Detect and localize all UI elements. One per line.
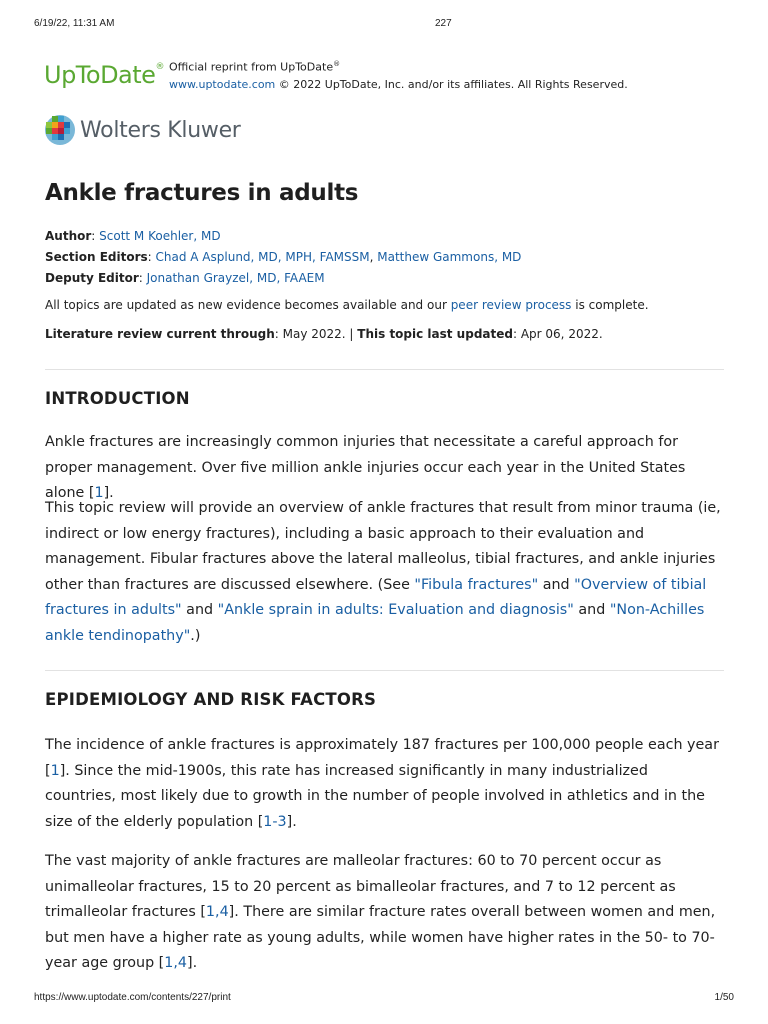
lit-review-date: : May 2022. |	[274, 327, 358, 341]
article-meta	[45, 226, 649, 345]
uptodate-logo	[44, 52, 164, 90]
updates-note	[45, 295, 649, 316]
epidemiology-paragraph-2	[45, 849, 723, 977]
reference-link[interactable]: 1-3	[263, 813, 287, 830]
deputy-editor-row: Deputy Editor: Jonathan Grayzel, MD, FAAEM	[45, 271, 325, 285]
text-run: and	[573, 602, 610, 618]
text-run: The vast majority of ankle fractures are malleolar fractures: 60 to 70 percent occur as unimalleolar fractures, 15 to 20 percent as bimalleolar fractures, and 7 to 12 percent as trimalleolar fractures [	[45, 853, 676, 920]
wolters-kluwer-wordmark: Wolters Kluwer	[80, 117, 241, 143]
text-run: .)	[190, 627, 201, 644]
last-updated-date: : Apr 06, 2022.	[512, 327, 603, 341]
last-updated-label: This topic last updated	[357, 327, 513, 341]
peer-review-link[interactable]: peer review process	[450, 298, 572, 312]
print-url: https://www.uptodate.com/contents/227/print	[34, 992, 231, 1003]
text-run: Ankle fractures are increasingly common injuries that necessitate a careful approach for proper management. Over five million ankle injuries occur each year in the United States alone [	[45, 434, 686, 501]
text-run: ].	[187, 955, 198, 971]
print-footer	[34, 992, 734, 1006]
text-run: The incidence of ankle fractures is approximately 187 fractures per 100,000 people each year [	[45, 737, 719, 779]
text-run: and	[538, 576, 575, 593]
section-editors-label: Section Editors	[45, 250, 148, 264]
reprint-line: Official reprint from UpToDate	[169, 60, 334, 74]
section-editor-link-1[interactable]: Chad A Asplund, MD, MPH, FAMSSM	[155, 250, 370, 264]
section-editors-row: Section Editors: Chad A Asplund, MD, MPH, FAMSSM, Matthew Gammons, MD	[45, 250, 522, 264]
text-run: ].	[286, 813, 297, 830]
divider	[45, 670, 724, 671]
uptodate-wordmark: UpToDate	[44, 61, 156, 89]
print-date: 6/19/22, 11:31 AM	[34, 18, 115, 29]
section-heading-epidemiology: EPIDEMIOLOGY AND RISK FACTORS	[45, 690, 377, 709]
topic-link-fibula-fractures[interactable]: "Fibula fractures"	[414, 576, 539, 593]
author-row: Author: Scott M Koehler, MD	[45, 229, 221, 243]
topic-link-ankle-tendinopathy[interactable]: "Non-Achilles ankle tendinopathy"	[45, 602, 705, 644]
reference-link[interactable]: 1	[94, 485, 104, 501]
epidemiology-paragraph-1	[45, 733, 723, 835]
updates-prefix: All topics are updated as new evidence becomes available and our	[45, 298, 451, 312]
article-title: Ankle fractures in adults	[45, 180, 359, 206]
author-link[interactable]: Scott M Koehler, MD	[99, 229, 221, 243]
print-header	[34, 18, 734, 32]
lit-review-label: Literature review current through	[45, 327, 275, 341]
text-run: ].	[103, 485, 114, 501]
wolters-kluwer-logo	[44, 114, 241, 146]
reference-link[interactable]: 1,4	[205, 904, 229, 920]
text-run: ]. There are similar fracture rates overall between women and men, but men have a higher rate as young adults, while women have higher rates in the 50- to 70-year age group [	[45, 904, 716, 971]
page-number: 1/50	[714, 992, 734, 1003]
author-label: Author	[45, 229, 92, 243]
section-editor-link-2[interactable]: Matthew Gammons, MD	[377, 250, 522, 264]
reprint-notice	[169, 56, 628, 93]
review-dates	[45, 324, 649, 345]
divider	[45, 369, 724, 370]
topic-link-ankle-sprain[interactable]: "Ankle sprain in adults: Evaluation and diagnosis"	[217, 602, 574, 618]
updates-suffix: is complete.	[571, 298, 649, 312]
deputy-editor-link[interactable]: Jonathan Grayzel, MD, FAAEM	[146, 271, 325, 285]
reference-link[interactable]: 1	[50, 762, 60, 779]
copyright-text: © 2022 UpToDate, Inc. and/or its affiliates. All Rights Reserved.	[275, 77, 628, 91]
topic-link-tibial-fractures[interactable]: "Overview of tibial fractures in adults"	[45, 576, 707, 618]
print-page-title: 227	[435, 18, 452, 29]
wolters-kluwer-mosaic-icon	[44, 114, 76, 146]
uptodate-site-link[interactable]: www.uptodate.com	[169, 77, 276, 91]
reprint-registered-mark: ®	[333, 60, 341, 68]
deputy-editor-label: Deputy Editor	[45, 271, 139, 285]
registered-mark: ®	[155, 62, 164, 72]
section-heading-introduction: INTRODUCTION	[45, 389, 190, 408]
text-run: ]. Since the mid-1900s, this rate has increased significantly in many industrialized countries, most likely due to growth in the number of people involved in athletics and in the size of the elderly population [	[45, 762, 705, 830]
reference-link[interactable]: 1,4	[164, 955, 188, 971]
intro-paragraph-2	[45, 496, 723, 649]
text-run: This topic review will provide an overview of ankle fractures that result from minor trauma (ie, indirect or low energy fractures), including a basic approach to their evaluation and management. Fibular fractures above the lateral malleolus, tibial fractures, and ankle injuries other than fractures are discussed elsewhere. (See	[45, 500, 721, 593]
text-run: and	[181, 602, 218, 618]
